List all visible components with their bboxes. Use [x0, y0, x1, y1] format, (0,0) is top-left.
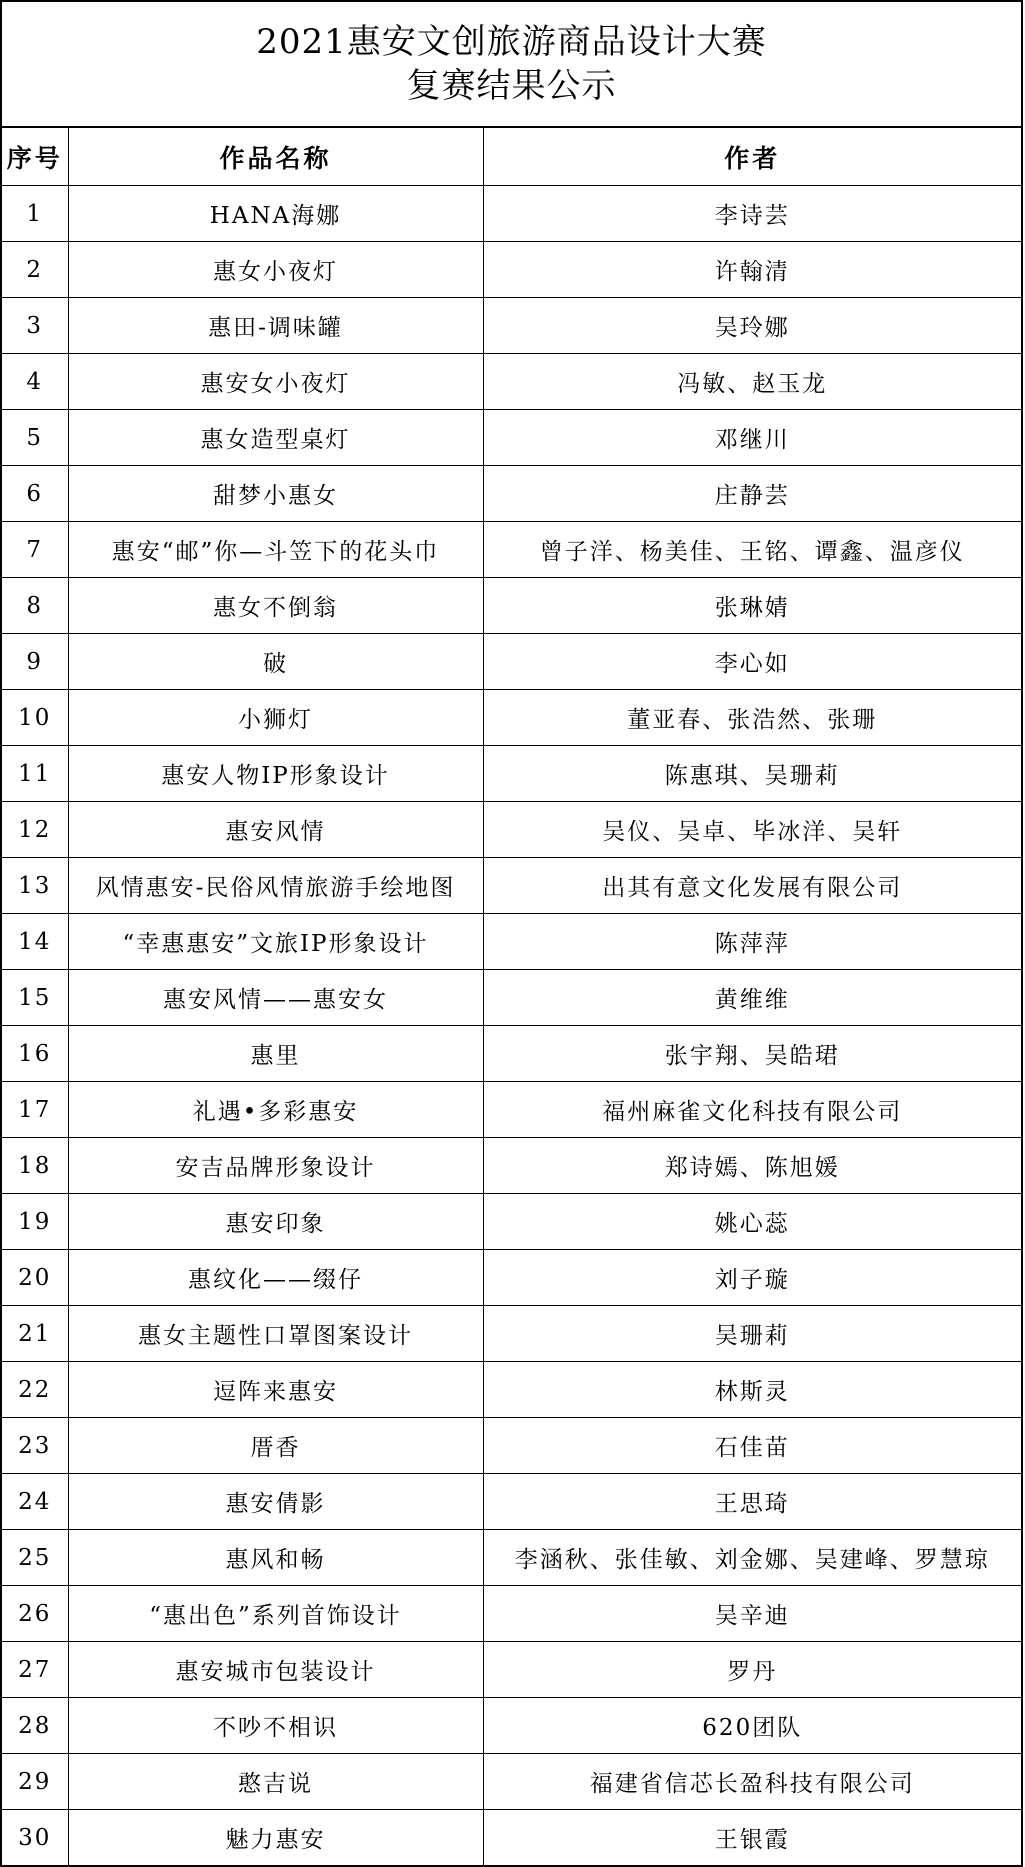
table-row	[2, 858, 1021, 914]
cell-work-title: “惠出色”系列首饰设计	[68, 1586, 483, 1642]
results-subtitle: 复赛结果公示	[406, 66, 617, 106]
table-row	[2, 1810, 1021, 1866]
cell-author: 庄静芸	[483, 466, 1021, 522]
cell-work-title: 惠安人物IP形象设计	[68, 746, 483, 802]
table-row	[2, 1642, 1021, 1698]
cell-work-title: 惠安城市包装设计	[68, 1642, 483, 1698]
cell-number: 20	[2, 1250, 68, 1306]
cell-work-title: HANA海娜	[68, 186, 483, 242]
cell-number: 24	[2, 1474, 68, 1530]
cell-number: 25	[2, 1530, 68, 1586]
table-row	[2, 1026, 1021, 1082]
cell-number: 23	[2, 1418, 68, 1474]
cell-author: 陈萍萍	[483, 914, 1021, 970]
cell-author: 李心如	[483, 634, 1021, 690]
table-row	[2, 578, 1021, 634]
table-row	[2, 1194, 1021, 1250]
cell-author: 罗丹	[483, 1642, 1021, 1698]
cell-number: 28	[2, 1698, 68, 1754]
cell-number: 5	[2, 410, 68, 466]
table-row	[2, 970, 1021, 1026]
cell-work-title: 惠风和畅	[68, 1530, 483, 1586]
table-row	[2, 1306, 1021, 1362]
cell-author: 冯敏、赵玉龙	[483, 354, 1021, 410]
cell-work-title: 礼遇•多彩惠安	[68, 1082, 483, 1138]
cell-work-title: 惠安风情	[68, 802, 483, 858]
cell-author: 吴珊莉	[483, 1306, 1021, 1362]
cell-number: 4	[2, 354, 68, 410]
cell-number: 16	[2, 1026, 68, 1082]
table-row	[2, 1474, 1021, 1530]
table-row	[2, 746, 1021, 802]
cell-author: 陈惠琪、吴珊莉	[483, 746, 1021, 802]
cell-number: 18	[2, 1138, 68, 1194]
cell-number: 29	[2, 1754, 68, 1810]
cell-number: 22	[2, 1362, 68, 1418]
cell-number: 6	[2, 466, 68, 522]
table-row	[2, 1698, 1021, 1754]
table-row	[2, 802, 1021, 858]
cell-number: 19	[2, 1194, 68, 1250]
cell-number: 27	[2, 1642, 68, 1698]
cell-author: 王思琦	[483, 1474, 1021, 1530]
cell-work-title: 憨吉说	[68, 1754, 483, 1810]
cell-work-title: 逗阵来惠安	[68, 1362, 483, 1418]
cell-author: 林斯灵	[483, 1362, 1021, 1418]
cell-author: 李诗芸	[483, 186, 1021, 242]
cell-author: 吴辛迪	[483, 1586, 1021, 1642]
header-author: 作者	[483, 128, 1021, 186]
cell-number: 2	[2, 242, 68, 298]
cell-work-title: 不吵不相识	[68, 1698, 483, 1754]
cell-number: 1	[2, 186, 68, 242]
cell-author: 出其有意文化发展有限公司	[483, 858, 1021, 914]
cell-author: 石佳苗	[483, 1418, 1021, 1474]
cell-author: 郑诗嫣、陈旭媛	[483, 1138, 1021, 1194]
table-row	[2, 1530, 1021, 1586]
table-row	[2, 1250, 1021, 1306]
cell-number: 3	[2, 298, 68, 354]
cell-work-title: 惠女造型桌灯	[68, 410, 483, 466]
table-row	[2, 1586, 1021, 1642]
cell-number: 17	[2, 1082, 68, 1138]
cell-author: 张琳婧	[483, 578, 1021, 634]
cell-number: 13	[2, 858, 68, 914]
cell-work-title: 魅力惠安	[68, 1810, 483, 1866]
table-row	[2, 1362, 1021, 1418]
cell-work-title: 惠里	[68, 1026, 483, 1082]
table-row	[2, 298, 1021, 354]
cell-author: 吴仪、吴卓、毕冰洋、吴轩	[483, 802, 1021, 858]
cell-work-title: 风情惠安-民俗风情旅游手绘地图	[68, 858, 483, 914]
cell-number: 21	[2, 1306, 68, 1362]
cell-number: 30	[2, 1810, 68, 1866]
cell-work-title: 惠安风情——惠安女	[68, 970, 483, 1026]
table-row	[2, 1418, 1021, 1474]
cell-work-title: 破	[68, 634, 483, 690]
cell-author: 620团队	[483, 1698, 1021, 1754]
cell-work-title: 安吉品牌形象设计	[68, 1138, 483, 1194]
table-row	[2, 1138, 1021, 1194]
cell-number: 15	[2, 970, 68, 1026]
cell-work-title: 惠女主题性口罩图案设计	[68, 1306, 483, 1362]
table-row	[2, 466, 1021, 522]
cell-author: 吴玲娜	[483, 298, 1021, 354]
table-row	[2, 634, 1021, 690]
cell-work-title: 惠安“邮”你—斗笠下的花头巾	[68, 522, 483, 578]
table-row	[2, 690, 1021, 746]
cell-number: 26	[2, 1586, 68, 1642]
contest-title: 2021惠安文创旅游商品设计大赛	[256, 22, 767, 62]
cell-author: 刘子璇	[483, 1250, 1021, 1306]
cell-number: 7	[2, 522, 68, 578]
table-row	[2, 242, 1021, 298]
cell-author: 李涵秋、张佳敏、刘金娜、吴建峰、罗慧琼	[483, 1530, 1021, 1586]
table-row	[2, 354, 1021, 410]
cell-work-title: 小狮灯	[68, 690, 483, 746]
cell-work-title: 甜梦小惠女	[68, 466, 483, 522]
cell-number: 11	[2, 746, 68, 802]
header-row	[2, 128, 1021, 186]
cell-author: 董亚春、张浩然、张珊	[483, 690, 1021, 746]
cell-number: 12	[2, 802, 68, 858]
table-row	[2, 1754, 1021, 1810]
cell-number: 14	[2, 914, 68, 970]
cell-author: 姚心蕊	[483, 1194, 1021, 1250]
cell-author: 曾子洋、杨美佳、王铭、谭鑫、温彦仪	[483, 522, 1021, 578]
cell-work-title: 惠安女小夜灯	[68, 354, 483, 410]
results-table	[2, 128, 1021, 1865]
cell-author: 邓继川	[483, 410, 1021, 466]
cell-work-title: 惠女小夜灯	[68, 242, 483, 298]
cell-work-title: 厝香	[68, 1418, 483, 1474]
title-block	[2, 2, 1021, 128]
cell-number: 10	[2, 690, 68, 746]
header-work-title: 作品名称	[68, 128, 483, 186]
table-row	[2, 410, 1021, 466]
table-row	[2, 522, 1021, 578]
cell-number: 9	[2, 634, 68, 690]
table-row	[2, 186, 1021, 242]
cell-work-title: 惠安印象	[68, 1194, 483, 1250]
table-row	[2, 914, 1021, 970]
header-number: 序号	[2, 128, 68, 186]
table-row	[2, 1082, 1021, 1138]
cell-author: 黄维维	[483, 970, 1021, 1026]
cell-work-title: 惠纹化——缀仔	[68, 1250, 483, 1306]
cell-author: 许翰清	[483, 242, 1021, 298]
cell-author: 张宇翔、吴皓珺	[483, 1026, 1021, 1082]
cell-author: 王银霞	[483, 1810, 1021, 1866]
cell-work-title: 惠女不倒翁	[68, 578, 483, 634]
cell-work-title: 惠田-调味罐	[68, 298, 483, 354]
cell-work-title: 惠安倩影	[68, 1474, 483, 1530]
cell-work-title: “幸惠惠安”文旅IP形象设计	[68, 914, 483, 970]
cell-number: 8	[2, 578, 68, 634]
cell-author: 福建省信芯长盈科技有限公司	[483, 1754, 1021, 1810]
cell-author: 福州麻雀文化科技有限公司	[483, 1082, 1021, 1138]
